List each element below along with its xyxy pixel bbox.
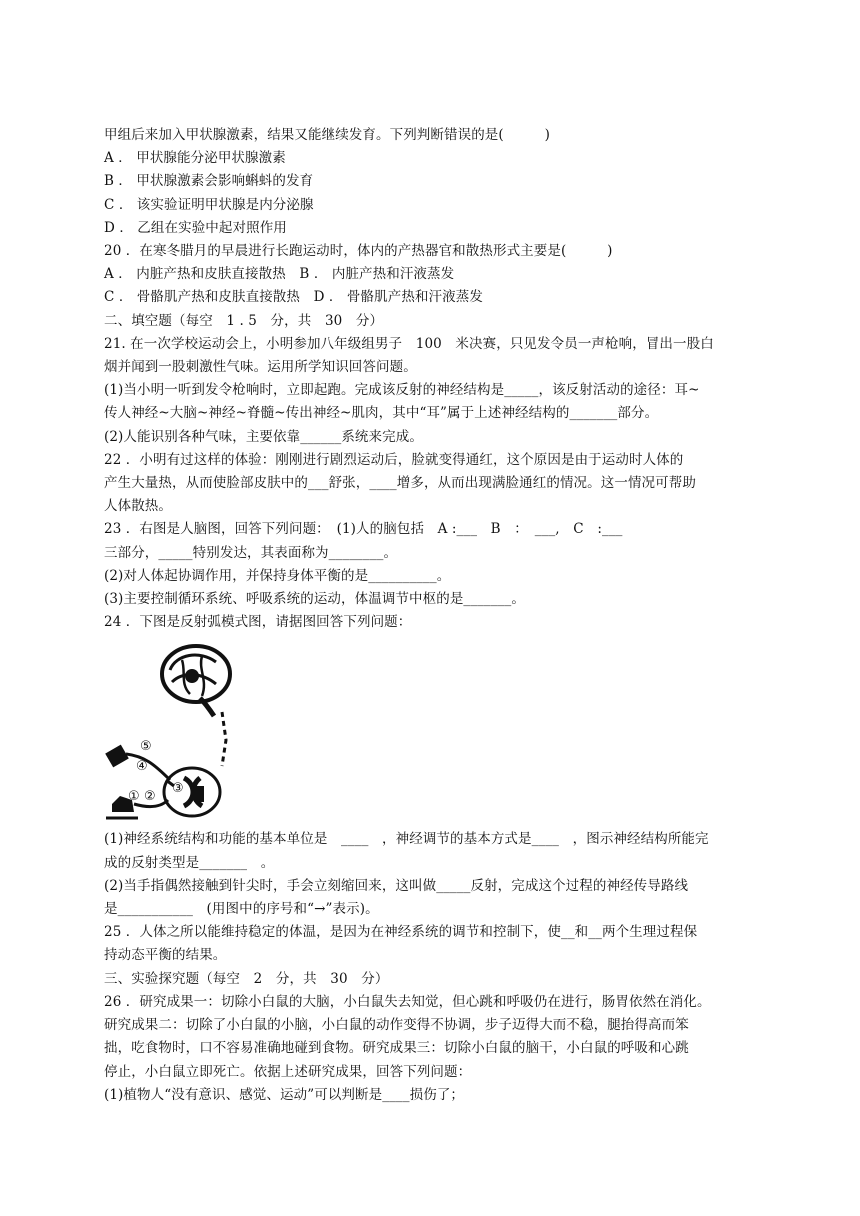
efferent-nerve: [126, 754, 170, 780]
text-line: 拙，吃食物时，口不容易准确地碰到食物。研究成果三：切除小白鼠的脑干，小白鼠的呼吸和心跳: [104, 1040, 689, 1057]
question-20: 20 ．在寒冬腊月的早晨进行长跑运动时，体内的产热器官和散热形式主要是( ): [104, 243, 613, 260]
text-line: 烟并闻到一股刺激性气味。运用所学知识回答问题。: [104, 359, 417, 376]
question-21: 21. 在一次学校运动会上，小明参加八年级组男子 100 米决赛，只见发令员一声枪响，冒出一股白: [104, 335, 714, 352]
option-line: B ． 甲状腺激素会影响蝌蚪的发育: [104, 173, 314, 190]
text-line: 研究成果二：切除了小白鼠的小脑，小白鼠的动作变得不协调，步子迈得大而不稳，腿抬得高而笨: [104, 1017, 689, 1034]
text-line: 成的反射类型是_______ 。: [104, 854, 275, 871]
option-line: A ． 内脏产热和皮肤直接散热 B ． 内脏产热和汗液蒸发: [104, 266, 455, 283]
text-line: (3)主要控制循环系统、呼吸系统的运动，体温调节中枢的是_______。: [104, 591, 525, 608]
section-heading-fill-in: 二、填空题（每空 1 . 5 分，共 30 分）: [104, 312, 384, 329]
text-line: 甲组后来加入甲状腺激素，结果又能继续发育。下列判断错误的是( ): [104, 127, 550, 143]
question-25: 25 ．人体之所以能维持稳定的体温，是因为在神经系统的调节和控制下，使__和__两个生理过程保: [104, 924, 698, 941]
option-line: A ． 甲状腺能分泌甲状腺激素: [104, 150, 286, 167]
text-block-bottom: [104, 828, 760, 1106]
brain-drawing: [162, 646, 230, 716]
text-line: 产生大量热，从而使脸部皮肤中的___舒张，____增多，从而出现满脸通红的情况。这一情况可帮助: [104, 475, 696, 492]
descending-tract: [222, 712, 226, 766]
text-line: 传人神经~大脑~神经~脊髓~传出神经~肌肉，其中“耳”属于上述神经结构的_______部分。: [104, 405, 659, 422]
text-line: 人体散热。: [104, 498, 172, 515]
option-line: D ． 乙组在实验中起对照作用: [104, 219, 287, 236]
question-23: 23 ．右图是人脑图，回答下列问题： (1)人的脑包括 A :___ B ： ___, C :___: [104, 521, 623, 538]
label-two: ②: [144, 789, 156, 805]
label-five: ⑤: [140, 739, 152, 755]
option-line: C ． 该实验证明甲状腺是内分泌腺: [104, 196, 314, 213]
text-line: (1)当小明一听到发令枪响时，立即起跑。完成该反射的神经结构是_____，该反射活动的途径：耳~: [104, 382, 700, 399]
text-line: 三部分，_____特别发达，其表面称为________。: [104, 544, 398, 561]
question-22: 22 ．小明有过这样的体验：刚刚进行剧烈运动后，脸就变得通红，这个原因是由于运动时人体的: [104, 451, 684, 468]
text-block-top: [104, 124, 760, 634]
text-line: (2)当手指偶然接触到针尖时，手会立刻缩回来，这叫做_____反射，完成这个过程的神经传导路线: [104, 877, 689, 894]
effector-drawing: [105, 745, 129, 768]
option-line: C ． 骨骼肌产热和皮肤直接散热 D ． 骨骼肌产热和汗液蒸发: [104, 289, 483, 306]
text-line: 持动态平衡的结果。: [104, 947, 227, 964]
reflex-arc-figure: [104, 640, 760, 824]
document-page: [104, 124, 760, 1107]
text-line: (2)人能识别各种气味，主要依靠______系统来完成。: [104, 428, 423, 445]
label-four: ④: [136, 759, 148, 775]
label-three: ③: [172, 781, 184, 797]
text-line: 是___________ (用图中的序号和“→”表示)。: [104, 901, 379, 918]
section-heading-experiment: 三、实验探究题（每空 2 分，共 30 分）: [104, 970, 389, 987]
label-one: ①: [128, 789, 140, 805]
reflex-arc-diagram: [104, 640, 264, 824]
text-line: (1)神经系统结构和功能的基本单位是 ____ ，神经调节的基本方式是____ ，图示神经结构所能完: [104, 831, 709, 848]
question-26: 26 ．研究成果一：切除小白鼠的大脑，小白鼠失去知觉，但心跳和呼吸仍在进行，肠胃依然在消化。: [104, 993, 711, 1010]
text-line: (2)对人体起协调作用，并保持身体平衡的是__________。: [104, 567, 451, 584]
text-line: (1)植物人“没有意识、感觉、运动”可以判断是____损伤了；: [104, 1086, 465, 1103]
question-24: 24 ．下图是反射弧模式图，请据图回答下列问题：: [104, 614, 412, 631]
text-line: 停止，小白鼠立即死亡。依据上述研究成果，回答下列问题：: [104, 1063, 472, 1080]
